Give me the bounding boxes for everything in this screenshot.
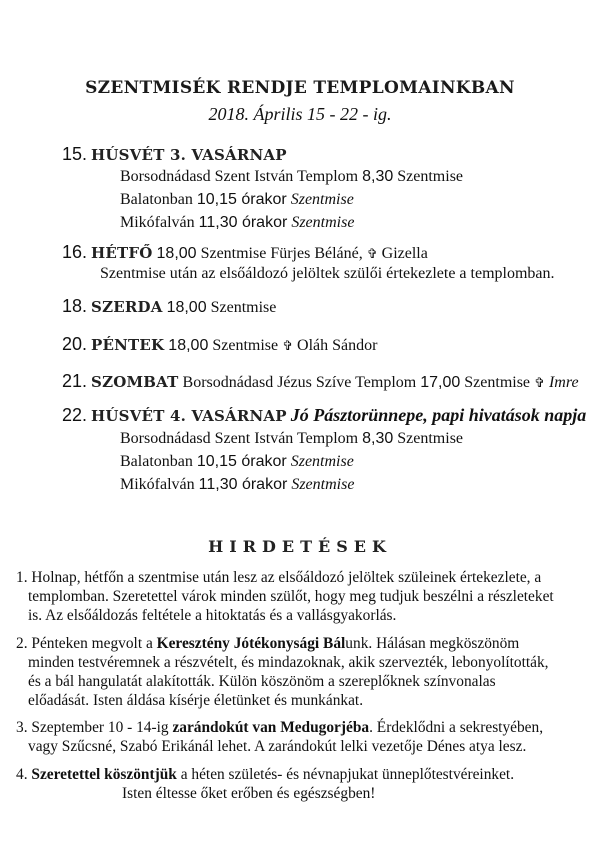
text: 4. bbox=[16, 766, 32, 783]
day-number: 16. bbox=[62, 242, 88, 262]
mass-text: Szentmise bbox=[464, 374, 531, 391]
day-name: HÚSVÉT 3. VASÁRNAP bbox=[91, 146, 287, 164]
day-number: 15. bbox=[62, 144, 88, 164]
mass-intention: Oláh Sándor bbox=[297, 337, 378, 354]
cross-icon: ✞ bbox=[534, 376, 545, 391]
bold-text: Keresztény Jótékonysági Bál bbox=[156, 635, 346, 652]
mass-time: 11,30 órakor bbox=[198, 476, 288, 493]
mass-time: 18,00 bbox=[168, 337, 209, 354]
day-number: 20. bbox=[62, 334, 88, 354]
day-name: SZERDA bbox=[91, 298, 163, 316]
text: a héten születés- és névnapjukat ünneplőtestvéreinket. bbox=[176, 766, 515, 783]
mass-text: Szentmise bbox=[212, 337, 279, 354]
mass-place: Borsodnádasd Szent István Templom bbox=[120, 168, 359, 185]
announcement-3 bbox=[16, 718, 596, 756]
day-21 bbox=[62, 371, 579, 392]
announcement-line: minden testvéremnek a részvételt, és mindazoknak, akik szervezték, lebonyolították, bbox=[28, 654, 549, 671]
announcement-line: 1. Holnap, hétfőn a szentmise után lesz az elsőáldozó jelöltek szüleinek értekezlete, a bbox=[16, 569, 542, 586]
mass-text: Szentmise Fürjes Béláné, bbox=[200, 245, 363, 262]
mass-label: Szentmise bbox=[290, 453, 354, 470]
page-title: SZENTMISÉK RENDJE TEMPLOMAINKBAN bbox=[85, 78, 515, 98]
day-16 bbox=[62, 242, 428, 263]
announcement-1 bbox=[16, 568, 596, 625]
announcement-line bbox=[16, 634, 596, 653]
day-16-note: Szentmise után az elsőáldozó jelöltek szülői értekezlete a templomban. bbox=[100, 265, 555, 282]
day-18 bbox=[62, 296, 276, 317]
bold-text: Szeretettel köszöntjük bbox=[31, 766, 177, 783]
date-range: 2018. Április 15 - 22 - ig. bbox=[208, 104, 392, 124]
feast-name: Jó Pásztorünnepe, papi hivatások napja bbox=[290, 405, 587, 425]
day-name: SZOMBAT bbox=[91, 373, 179, 391]
announcement-line bbox=[16, 718, 596, 737]
mass-time: 10,15 órakor bbox=[196, 453, 287, 470]
mass-label: Szentmise bbox=[291, 476, 355, 493]
mass-label: Szentmise bbox=[291, 214, 355, 231]
mass-time: 10,15 órakor bbox=[196, 191, 287, 208]
mass-time: 8,30 bbox=[362, 168, 394, 185]
text: 3. Szeptember 10 - 14-ig bbox=[16, 719, 173, 736]
announcement-2 bbox=[16, 634, 596, 710]
mass-intention: Gizella bbox=[381, 245, 428, 262]
day-22 bbox=[62, 405, 586, 426]
announcement-line: Isten éltesse őket erőben és egészségben! bbox=[122, 785, 376, 802]
day-20 bbox=[62, 334, 377, 355]
mass-time: 18,00 bbox=[156, 245, 197, 262]
day-name: PÉNTEK bbox=[91, 336, 165, 354]
bold-text: zarándokút van Medugorjéba bbox=[172, 719, 370, 736]
day-name: HÚSVÉT 4. VASÁRNAP bbox=[91, 407, 287, 425]
mass-entry bbox=[120, 191, 354, 209]
mass-entry bbox=[120, 476, 354, 494]
mass-entry bbox=[120, 214, 354, 232]
announcement-line bbox=[16, 765, 596, 784]
mass-place: Borsodnádasd Szent István Templom bbox=[120, 430, 359, 447]
mass-label: Szentmise bbox=[397, 168, 464, 185]
text: 2. Pénteken megvolt a bbox=[16, 635, 157, 652]
mass-entry bbox=[120, 168, 463, 186]
announcement-line: és a bál hangulatát alakították. Külön köszönöm a szereplőknek színvonalas bbox=[28, 673, 496, 690]
mass-label: Szentmise bbox=[397, 430, 464, 447]
day-15 bbox=[62, 144, 287, 165]
day-number: 18. bbox=[62, 296, 88, 316]
announcement-line: is. Az elsőáldozás feltétele a hitoktatás és a vallásgyakorlás. bbox=[28, 607, 397, 624]
mass-time: 11,30 órakor bbox=[198, 214, 288, 231]
announcement-4 bbox=[16, 765, 596, 803]
announcement-line: templomban. Szeretettel várok minden szülőt, hogy meg tudjuk beszélni a részleteket bbox=[28, 588, 554, 605]
mass-time: 18,00 bbox=[166, 299, 207, 316]
day-number: 21. bbox=[62, 371, 88, 391]
announcements-heading: HIRDETÉSEK bbox=[208, 537, 392, 556]
mass-intention: Imre bbox=[548, 374, 579, 391]
announcement-line: vagy Szűcsné, Szabó Erikánál lehet. A zarándokút lelki vezetője Dénes atya lesz. bbox=[28, 738, 527, 755]
day-number: 22. bbox=[62, 405, 88, 425]
cross-icon: ✞ bbox=[366, 247, 378, 262]
text: unk. Hálásan megköszönöm bbox=[345, 635, 520, 652]
mass-entry bbox=[120, 453, 354, 471]
mass-place: Mikófalván bbox=[120, 214, 195, 231]
cross-icon: ✞ bbox=[282, 339, 294, 354]
day-name: HÉTFŐ bbox=[91, 244, 153, 262]
announcement-line: előadását. Isten áldása kísérje életünket és munkánkat. bbox=[28, 692, 364, 709]
text: . Érdeklődni a sekrestyében, bbox=[369, 719, 544, 736]
mass-place: Balatonban bbox=[120, 453, 193, 470]
mass-entry bbox=[120, 430, 463, 448]
mass-place: Mikófalván bbox=[120, 476, 195, 493]
mass-label: Szentmise bbox=[290, 191, 354, 208]
mass-place: Borsodnádasd Jézus Szíve Templom bbox=[182, 374, 417, 391]
mass-time: 17,00 bbox=[420, 374, 461, 391]
mass-place: Balatonban bbox=[120, 191, 193, 208]
mass-text: Szentmise bbox=[210, 299, 277, 316]
mass-time: 8,30 bbox=[362, 430, 394, 447]
